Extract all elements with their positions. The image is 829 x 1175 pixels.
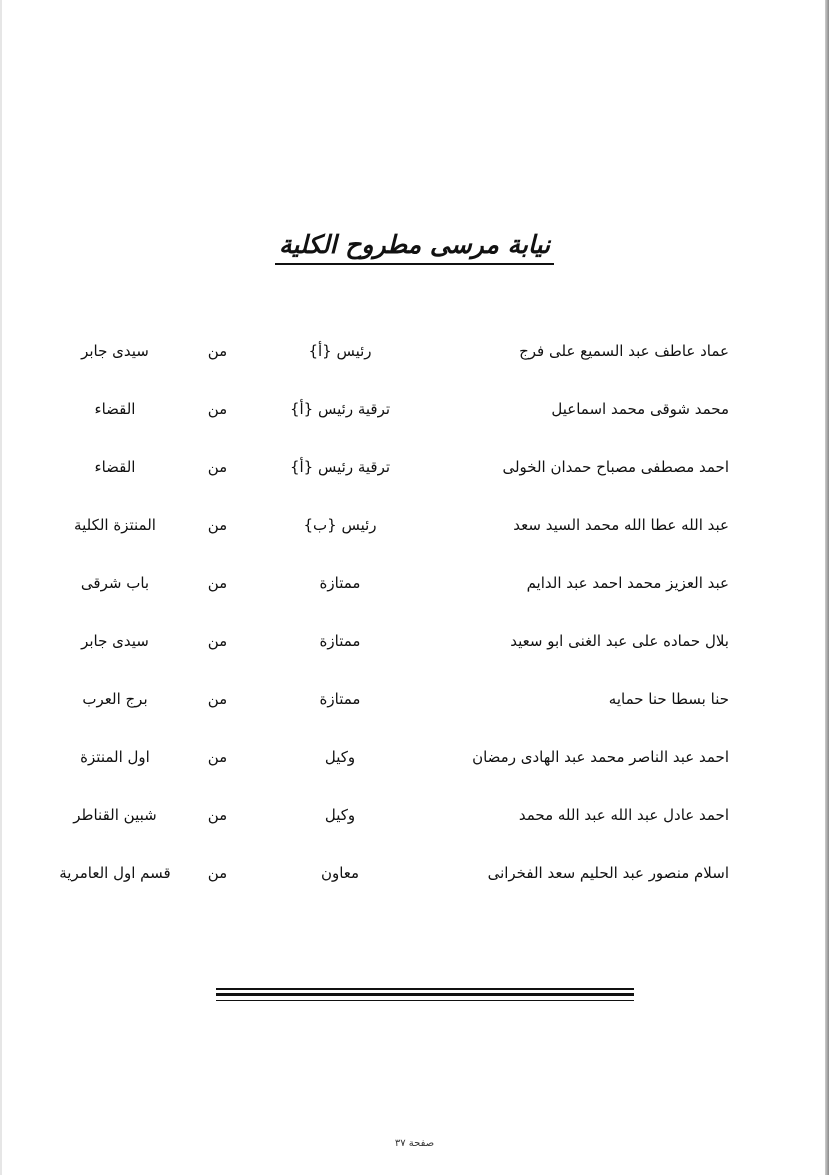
from-label: من [207, 574, 228, 592]
from-label: من [207, 400, 228, 418]
origin-place: المنتزة الكلية [74, 516, 156, 534]
rank: رئيس {ب} [303, 516, 377, 534]
origin-place: شبين القناطر [73, 806, 157, 824]
list-item [0, 400, 829, 458]
person-name: حنا بسطا حنا حمايه [608, 690, 729, 708]
person-name: عبد العزيز محمد احمد عبد الدايم [526, 574, 729, 592]
person-name: عماد عاطف عبد السميع على فرج [519, 342, 729, 360]
person-name: عبد الله عطا الله محمد السيد سعد [513, 516, 729, 534]
person-name: احمد عبد الناصر محمد عبد الهادى رمضان [472, 748, 729, 766]
list-item [0, 864, 829, 922]
rank: ترقية رئيس {أ} [289, 400, 391, 418]
page-title: نيابة مرسى مطروح الكلية [275, 230, 554, 265]
rank: وكيل [324, 806, 356, 824]
list-item [0, 632, 829, 690]
person-name: احمد مصطفى مصباح حمدان الخولى [502, 458, 729, 476]
from-label: من [207, 458, 228, 476]
origin-place: القضاء [94, 400, 136, 418]
from-label: من [207, 516, 228, 534]
divider-line [216, 988, 634, 990]
person-name: محمد شوقى محمد اسماعيل [551, 400, 729, 418]
rank: ممتازة [319, 632, 361, 650]
from-label: من [207, 632, 228, 650]
divider-line [216, 993, 634, 996]
page-number: صفحة ٣٧ [394, 1138, 435, 1149]
list-item [0, 806, 829, 864]
person-name: اسلام منصور عبد الحليم سعد الفخرانى [487, 864, 729, 882]
from-label: من [207, 806, 228, 824]
assignment-list [0, 342, 829, 922]
rank: ممتازة [319, 690, 361, 708]
origin-place: باب شرقى [80, 574, 150, 592]
person-name: احمد عادل عبد الله عبد الله محمد [518, 806, 729, 824]
origin-place: قسم اول العامرية [59, 864, 171, 882]
person-name: بلال حماده على عبد الغنى ابو سعيد [510, 632, 729, 650]
list-item [0, 690, 829, 748]
origin-place: سيدى جابر [81, 632, 149, 650]
page-title-container [0, 230, 829, 265]
divider-line [216, 1000, 634, 1001]
list-item [0, 342, 829, 400]
origin-place: سيدى جابر [81, 342, 149, 360]
rank: ممتازة [319, 574, 361, 592]
origin-place: القضاء [94, 458, 136, 476]
from-label: من [207, 690, 228, 708]
from-label: من [207, 748, 228, 766]
origin-place: اول المنتزة [80, 748, 150, 766]
list-item [0, 574, 829, 632]
origin-place: برج العرب [82, 690, 148, 708]
rank: ترقية رئيس {أ} [289, 458, 391, 476]
list-item [0, 516, 829, 574]
from-label: من [207, 864, 228, 882]
list-item [0, 748, 829, 806]
rank: وكيل [324, 748, 356, 766]
from-label: من [207, 342, 228, 360]
rank: معاون [320, 864, 360, 882]
rank: رئيس {أ} [308, 342, 372, 360]
list-item [0, 458, 829, 516]
